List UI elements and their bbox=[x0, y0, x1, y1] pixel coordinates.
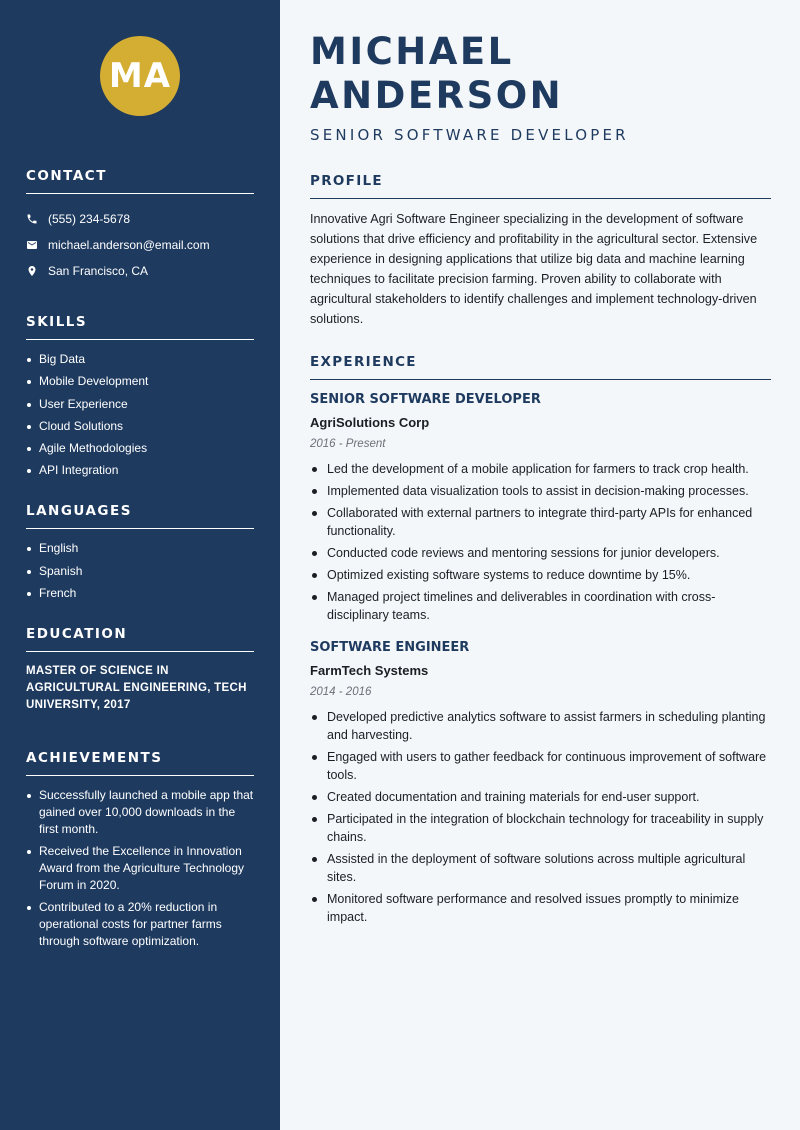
language-item: English bbox=[26, 540, 254, 557]
job-bullet: Collaborated with external partners to integrate third-party APIs for enhanced functionality. bbox=[310, 504, 771, 540]
achievement-item: Successfully launched a mobile app that gained over 10,000 downloads in the first month. bbox=[26, 787, 254, 838]
job-company: AgriSolutions Corp bbox=[310, 415, 430, 430]
skill-item: Big Data bbox=[26, 351, 254, 368]
achievement-item: Contributed to a 20% reduction in operational costs for partner farms through software optimization. bbox=[26, 899, 254, 950]
contact-email bbox=[26, 232, 254, 258]
skill-item: User Experience bbox=[26, 396, 254, 413]
contact-section bbox=[26, 168, 254, 284]
language-item: French bbox=[26, 585, 254, 602]
contact-location-text: San Francisco, CA bbox=[48, 264, 149, 278]
job-bullets bbox=[310, 708, 771, 926]
job-company: FarmTech Systems bbox=[310, 663, 429, 678]
job-entry bbox=[310, 640, 771, 926]
languages-section bbox=[26, 503, 254, 602]
skill-item: Agile Methodologies bbox=[26, 440, 254, 457]
skill-item: Mobile Development bbox=[26, 373, 254, 390]
experience-section bbox=[310, 354, 771, 926]
job-bullet: Participated in the integration of blockchain technology for traceability in supply chains. bbox=[310, 810, 771, 846]
job-entry bbox=[310, 392, 771, 624]
contact-location bbox=[26, 258, 254, 284]
experience-heading: EXPERIENCE bbox=[310, 354, 771, 380]
contact-heading: CONTACT bbox=[26, 168, 254, 194]
contact-email-text: michael.anderson@email.com bbox=[48, 238, 210, 252]
job-bullet: Created documentation and training materials for end-user support. bbox=[310, 788, 771, 806]
job-bullet: Monitored software performance and resolved issues promptly to minimize impact. bbox=[310, 890, 771, 926]
skills-heading: SKILLS bbox=[26, 314, 254, 340]
candidate-title: SENIOR SOFTWARE DEVELOPER bbox=[310, 126, 629, 144]
skills-list bbox=[26, 351, 254, 479]
mail-icon bbox=[26, 239, 38, 251]
location-pin-icon bbox=[26, 265, 38, 277]
languages-heading: LANGUAGES bbox=[26, 503, 254, 529]
sidebar bbox=[0, 0, 280, 1130]
language-item: Spanish bbox=[26, 563, 254, 580]
achievements-section bbox=[26, 750, 254, 950]
job-bullet: Managed project timelines and deliverables in coordination with cross-disciplinary teams. bbox=[310, 588, 771, 624]
job-title: SENIOR SOFTWARE DEVELOPER bbox=[310, 392, 541, 407]
job-bullet: Developed predictive analytics software to assist farmers in scheduling planting and harvesting. bbox=[310, 708, 771, 744]
skills-section bbox=[26, 314, 254, 479]
job-dates: 2014 - 2016 bbox=[310, 686, 372, 698]
contact-phone-text: (555) 234-5678 bbox=[48, 212, 131, 226]
profile-heading: PROFILE bbox=[310, 173, 771, 199]
profile-text: Innovative Agri Software Engineer specializing in the development of software solutions that drive efficiency and profitability in the agricultural sector. Extensive experience in designing applications that utilize big data and machine learning techniques to facilitate precision farming. Proven ability to collaborate with agricultural stakeholders to identify challenges and implement technology-driven solutions. bbox=[310, 212, 758, 326]
education-heading: EDUCATION bbox=[26, 626, 254, 652]
job-bullet: Conducted code reviews and mentoring sessions for junior developers. bbox=[310, 544, 771, 562]
profile-section bbox=[310, 173, 771, 329]
job-bullet: Engaged with users to gather feedback for continuous improvement of software tools. bbox=[310, 748, 771, 784]
education-section bbox=[26, 626, 254, 714]
education-text: MASTER OF SCIENCE IN AGRICULTURAL ENGINEERING, TECH UNIVERSITY, 2017 bbox=[26, 665, 247, 712]
job-bullet: Led the development of a mobile application for farmers to track crop health. bbox=[310, 460, 771, 478]
phone-icon bbox=[26, 213, 38, 225]
skill-item: Cloud Solutions bbox=[26, 418, 254, 435]
candidate-name: MICHAEL ANDERSON bbox=[310, 30, 564, 117]
languages-list bbox=[26, 540, 254, 602]
achievement-item: Received the Excellence in Innovation Award from the Agriculture Technology Forum in 2020. bbox=[26, 843, 254, 894]
avatar bbox=[100, 36, 180, 116]
job-bullets bbox=[310, 460, 771, 624]
main-content bbox=[280, 0, 800, 1130]
job-bullet: Implemented data visualization tools to assist in decision-making processes. bbox=[310, 482, 771, 500]
achievements-heading: ACHIEVEMENTS bbox=[26, 750, 254, 776]
avatar-initials: MA bbox=[108, 56, 172, 96]
job-title: SOFTWARE ENGINEER bbox=[310, 640, 470, 655]
achievements-list bbox=[26, 787, 254, 950]
job-dates: 2016 - Present bbox=[310, 438, 386, 450]
contact-list bbox=[26, 206, 254, 284]
contact-phone bbox=[26, 206, 254, 232]
skill-item: API Integration bbox=[26, 462, 254, 479]
job-bullet: Assisted in the deployment of software solutions across multiple agricultural sites. bbox=[310, 850, 771, 886]
job-bullet: Optimized existing software systems to reduce downtime by 15%. bbox=[310, 566, 771, 584]
